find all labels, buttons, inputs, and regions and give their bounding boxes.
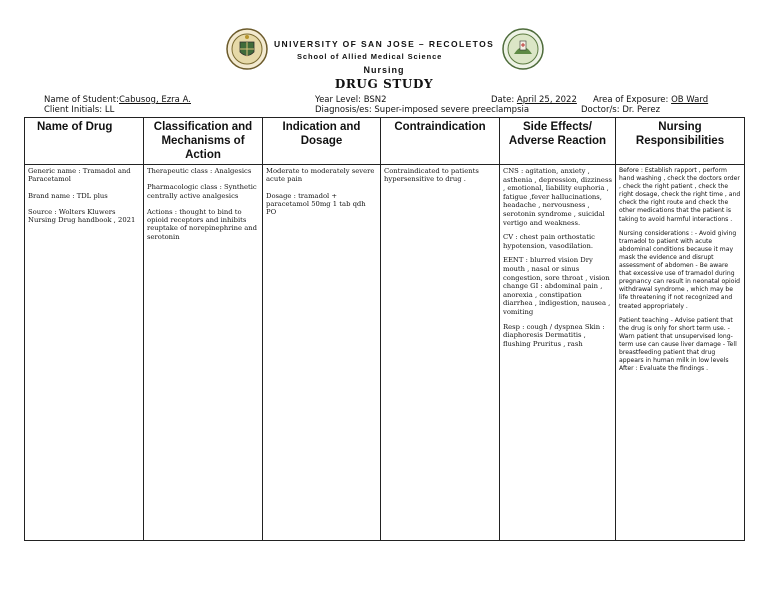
header-indication: Indication and Dosage [263,118,381,165]
area-row [593,95,708,105]
drug-study-table [24,117,745,541]
table-row [25,165,745,541]
doctor-label: Doctor/s: [581,105,620,115]
client-initials-value: LL [104,105,115,115]
cell-indication [263,165,381,541]
nursing-considerations: Nursing considerations : - Avoid giving tramadol to patient with acute abdominal conditions because it may mask the evidence and disrupt assessment of abdomen - Be aware that excessive use of tramadol during pregnancy can result in neonatal opioid withdrawal syndrome , which may be life threatening if not recognized and treated appropriately . [619,229,741,310]
cell-nursing [616,165,745,541]
student-name-row [44,95,191,105]
side-effects-cns: CNS : agitation, anxiety , asthenia , depression, dizziness , emotional, liability euphoria , fatigue ,fever hallucinations, headache , nervousness , serotonin syndrome , suicidal vertigo and weakness. [503,167,612,227]
cell-side-effects [500,165,616,541]
doctor-row [581,105,660,115]
contraindication-text: Contraindicated to patients hypersensitive to drug . [384,167,479,184]
side-effects-resp-skin: Resp : cough / dyspnea Skin : diaphoresis Dermatitis , flushing Pruritus , rash [503,322,605,348]
therapeutic-class: Therapeutic class : Analgesics [147,167,252,175]
mechanism-of-action: Actions : thought to bind to opioid receptors and inhibits reuptake of norepinephrine and serotonin [147,207,258,241]
header-contraindication: Contraindication [381,118,500,165]
doctor-value: Dr. Perez [622,105,661,115]
date-value: April 25, 2022 [516,95,577,105]
header-nursing: Nursing Responsibilities [616,118,745,165]
university-seal-icon [226,28,268,70]
diagnosis-label: Diagnosis/es: [315,105,372,115]
header-classification: Classification and Mechanisms of Action [144,118,263,165]
cell-contraindication [381,165,500,541]
indication-text: Moderate to moderately severe acute pain [266,167,375,184]
area-label: Area of Exposure: [593,95,669,105]
dosage-text: Dosage : tramadol + paracetamol 50mg 1 tab qdh PO [266,191,366,217]
generic-name: Generic name : Tramadol and Paracetamol [28,167,131,184]
table-header-row [25,118,745,165]
client-initials-row [44,105,114,115]
program-name: Nursing [363,65,405,75]
client-initials-label: Client Initials: [44,105,103,115]
page-title: DRUG STUDY [334,77,434,91]
year-level-row [315,95,387,105]
header-side-effects: Side Effects/ Adverse Reaction [500,118,616,165]
university-name: UNIVERSITY OF SAN JOSE – RECOLETOS [274,39,495,49]
drug-source: Source : Wolters Kluwers Nursing Drug handbook , 2021 [28,207,136,225]
pharmacologic-class: Pharmacologic class : Synthetic centrally active analgesics [147,183,257,200]
school-seal-icon [502,28,544,70]
date-row [491,95,577,105]
year-level-label: Year Level: [315,95,361,105]
nursing-before: Before : Establish rapport , perform hand washing , check the doctors order , check the right patient , check the right dosage, check the right time , and check the right route and check the other medications that the patient is taking to avoid harmful interactions . [619,167,741,223]
header-name-of-drug: Name of Drug [25,118,144,165]
cell-name-of-drug [25,165,144,541]
nursing-teaching: Patient teaching - Advise patient that the drug is only for short term use. - Warn patient that unsupervised long-term use can cause liver damage - Tell breastfeeding patient that drug appears in human milk in low levels After : Evaluate the findings . [619,316,737,373]
side-effects-eent-gi: EENT : blurred vision Dry mouth , nasal or sinus congestion, sore throat , vision change GI : abdominal pain , anorexia , constipation diarrhea , indigestion, nausea , vomiting [503,256,611,316]
student-name-label: Name of Student: [44,95,119,105]
area-value: OB Ward [671,95,709,105]
cell-classification [144,165,263,541]
year-level-value: BSN2 [363,95,387,105]
diagnosis-row [315,105,529,115]
student-name-value: Cabusog, Ezra A. [119,95,191,105]
school-name: School of Allied Medical Science [297,52,443,61]
diagnosis-value: Super-imposed severe preeclampsia [374,105,530,115]
brand-name: Brand name : TDL plus [28,191,108,200]
side-effects-cv: CV : chest pain orthostatic hypotension, vasodilation. [503,233,595,250]
date-label: Date: [491,95,515,105]
